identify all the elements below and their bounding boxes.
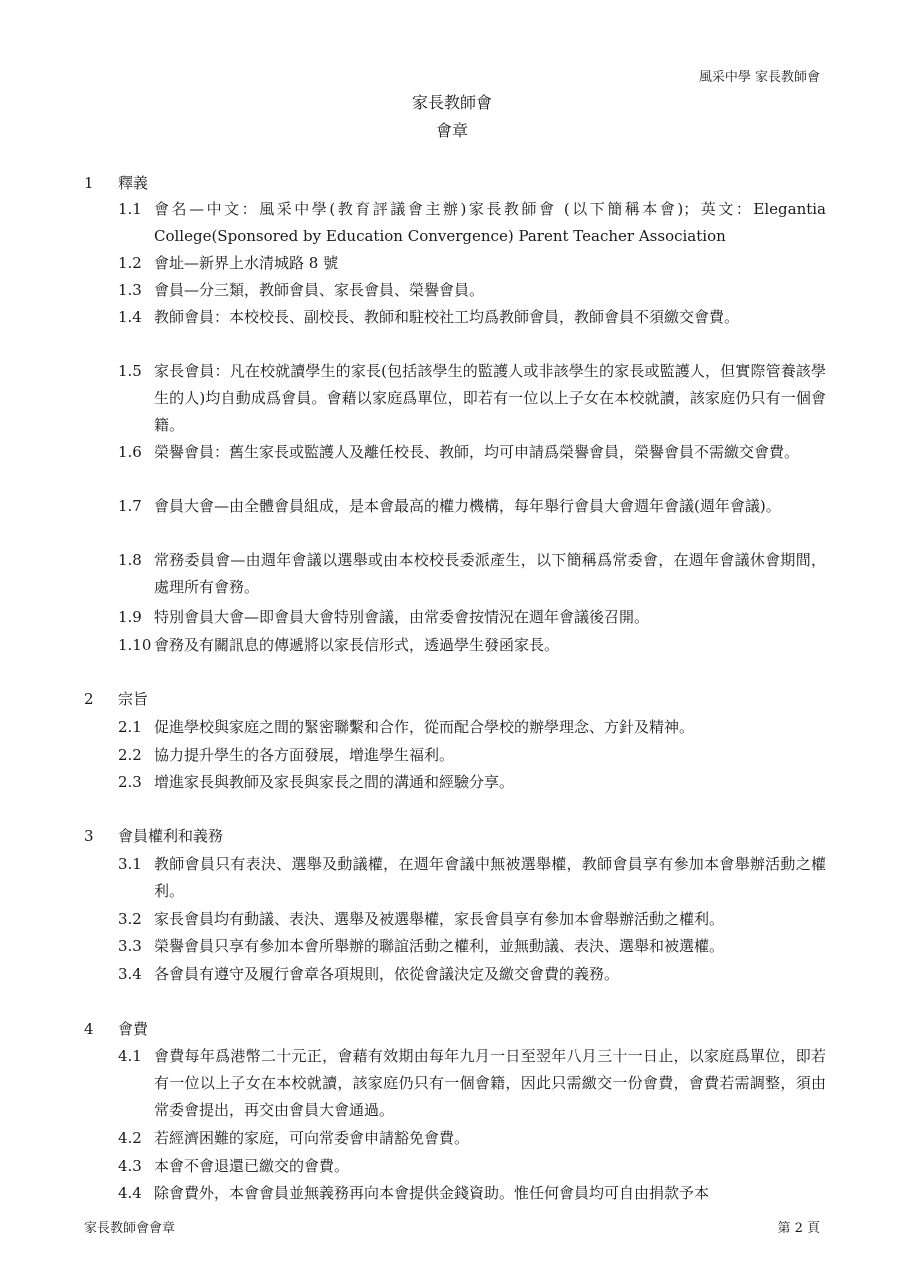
clause-3-1: 3.1 教師會員只有表決、選舉及動議權，在週年會議中無被選舉權，教師會員享有參加本會舉辦活動之權利。 [118, 855, 826, 900]
clause-1-2: 1.2 會址—新界上水清城路 8 號 [118, 254, 339, 272]
page-footer-title: 家長教師會會章 [84, 1221, 176, 1236]
clause-2-3: 2.3 增進家長與教師及家長與家長之間的溝通和經驗分享。 [118, 773, 515, 791]
section-number: 3 [84, 827, 94, 845]
section-number: 4 [84, 1020, 94, 1038]
section-1-heading [84, 172, 148, 193]
clause-4-3: 4.3 本會不會退還已繳交的會費。 [118, 1157, 350, 1175]
clause-1-3: 1.3 會員—分三類，教師會員、家長會員、榮譽會員。 [118, 281, 485, 299]
section-4-heading [84, 1018, 148, 1039]
clause-1-1: 1.1 會名—中文：風采中學(教育評議會主辦)家長教師會 (以下簡稱本會)；英文：Elegantia College(Sponsored by Education Convergence) Parent Teacher Association [118, 200, 826, 245]
clause-2-2: 2.2 協力提升學生的各方面發展，增進學生福利。 [118, 746, 455, 764]
section-3-heading [84, 825, 223, 846]
section-title: 宗旨 [118, 690, 149, 708]
clause-4-1: 4.1 會費每年爲港幣二十元正，會藉有效期由每年九月一日至翌年八月三十一日止，以家庭爲單位，即若有一位以上子女在本校就讀，該家庭仍只有一個會籍，因此只需繳交一份會費，會費若需調整，須由常委會提出，再交由會員大會通過。 [118, 1047, 826, 1119]
clause-3-4: 3.4 各會員有遵守及履行會章各項規則，依從會議決定及繳交會費的義務。 [118, 965, 620, 983]
clause-1-9: 1.9 特別會員大會—即會員大會特別會議，由常委會按情況在週年會議後召開。 [118, 608, 650, 626]
clause-4-2: 4.2 若經濟困難的家庭，可向常委會申請豁免會費。 [118, 1129, 470, 1147]
clause-1-7: 1.7 會員大會—由全體會員組成，是本會最高的權力機構，每年舉行會員大會週年會議(週年會議)。 [118, 497, 781, 515]
doc-subtitle: 會章 [435, 121, 468, 140]
clause-1-8: 1.8 常務委員會—由週年會議以選舉或由本校校長委派產生，以下簡稱爲常委會，在週年會議休會期間，處理所有會務。 [118, 551, 826, 596]
section-title: 釋義 [118, 174, 149, 192]
clause-1-10: 1.10 會務及有關訊息的傳遞將以家長信形式，透過學生發函家長。 [118, 636, 560, 654]
clause-1-4: 1.4 教師會員：本校校長、副校長、教師和駐校社工均爲教師會員，教師會員不須繳交會費。 [118, 308, 740, 326]
clause-1-6: 1.6 榮譽會員：舊生家長或監護人及離任校長、教師，均可申請爲榮譽會員，榮譽會員不需繳交會費。 [118, 443, 800, 461]
clause-4-4: 4.4 除會費外，本會會員並無義務再向本會提供金錢資助。惟任何會員均可自由捐款予本 [118, 1184, 710, 1202]
page-header: 風采中學 家長教師會 [698, 70, 820, 85]
clause-2-1: 2.1 促進學校與家庭之間的緊密聯繫和合作，從而配合學校的辦學理念、方針及精神。 [118, 718, 695, 736]
doc-title: 家長教師會 [411, 93, 492, 112]
page-number: 第 2 頁 [777, 1221, 820, 1236]
section-number: 2 [84, 690, 94, 708]
clause-3-2: 3.2 家長會員均有動議、表決、選舉及被選舉權，家長會員享有參加本會舉辦活動之權利。 [118, 910, 725, 928]
clause-1-5: 1.5 家長會員：凡在校就讀學生的家長(包括該學生的監護人或非該學生的家長或監護人，但實際管養該學生的人)均自動成爲會員。會藉以家庭爲單位，即若有一位以上子女在本校就讀，該家庭仍只有一個會籍。 [118, 362, 826, 434]
section-number: 1 [84, 174, 94, 192]
section-title: 會員權利和義務 [118, 827, 224, 845]
section-2-heading [84, 688, 148, 709]
section-title: 會費 [118, 1020, 149, 1038]
clause-3-3: 3.3 榮譽會員只享有參加本會所舉辦的聯誼活動之權利，並無動議、表決、選舉和被選權。 [118, 937, 725, 955]
